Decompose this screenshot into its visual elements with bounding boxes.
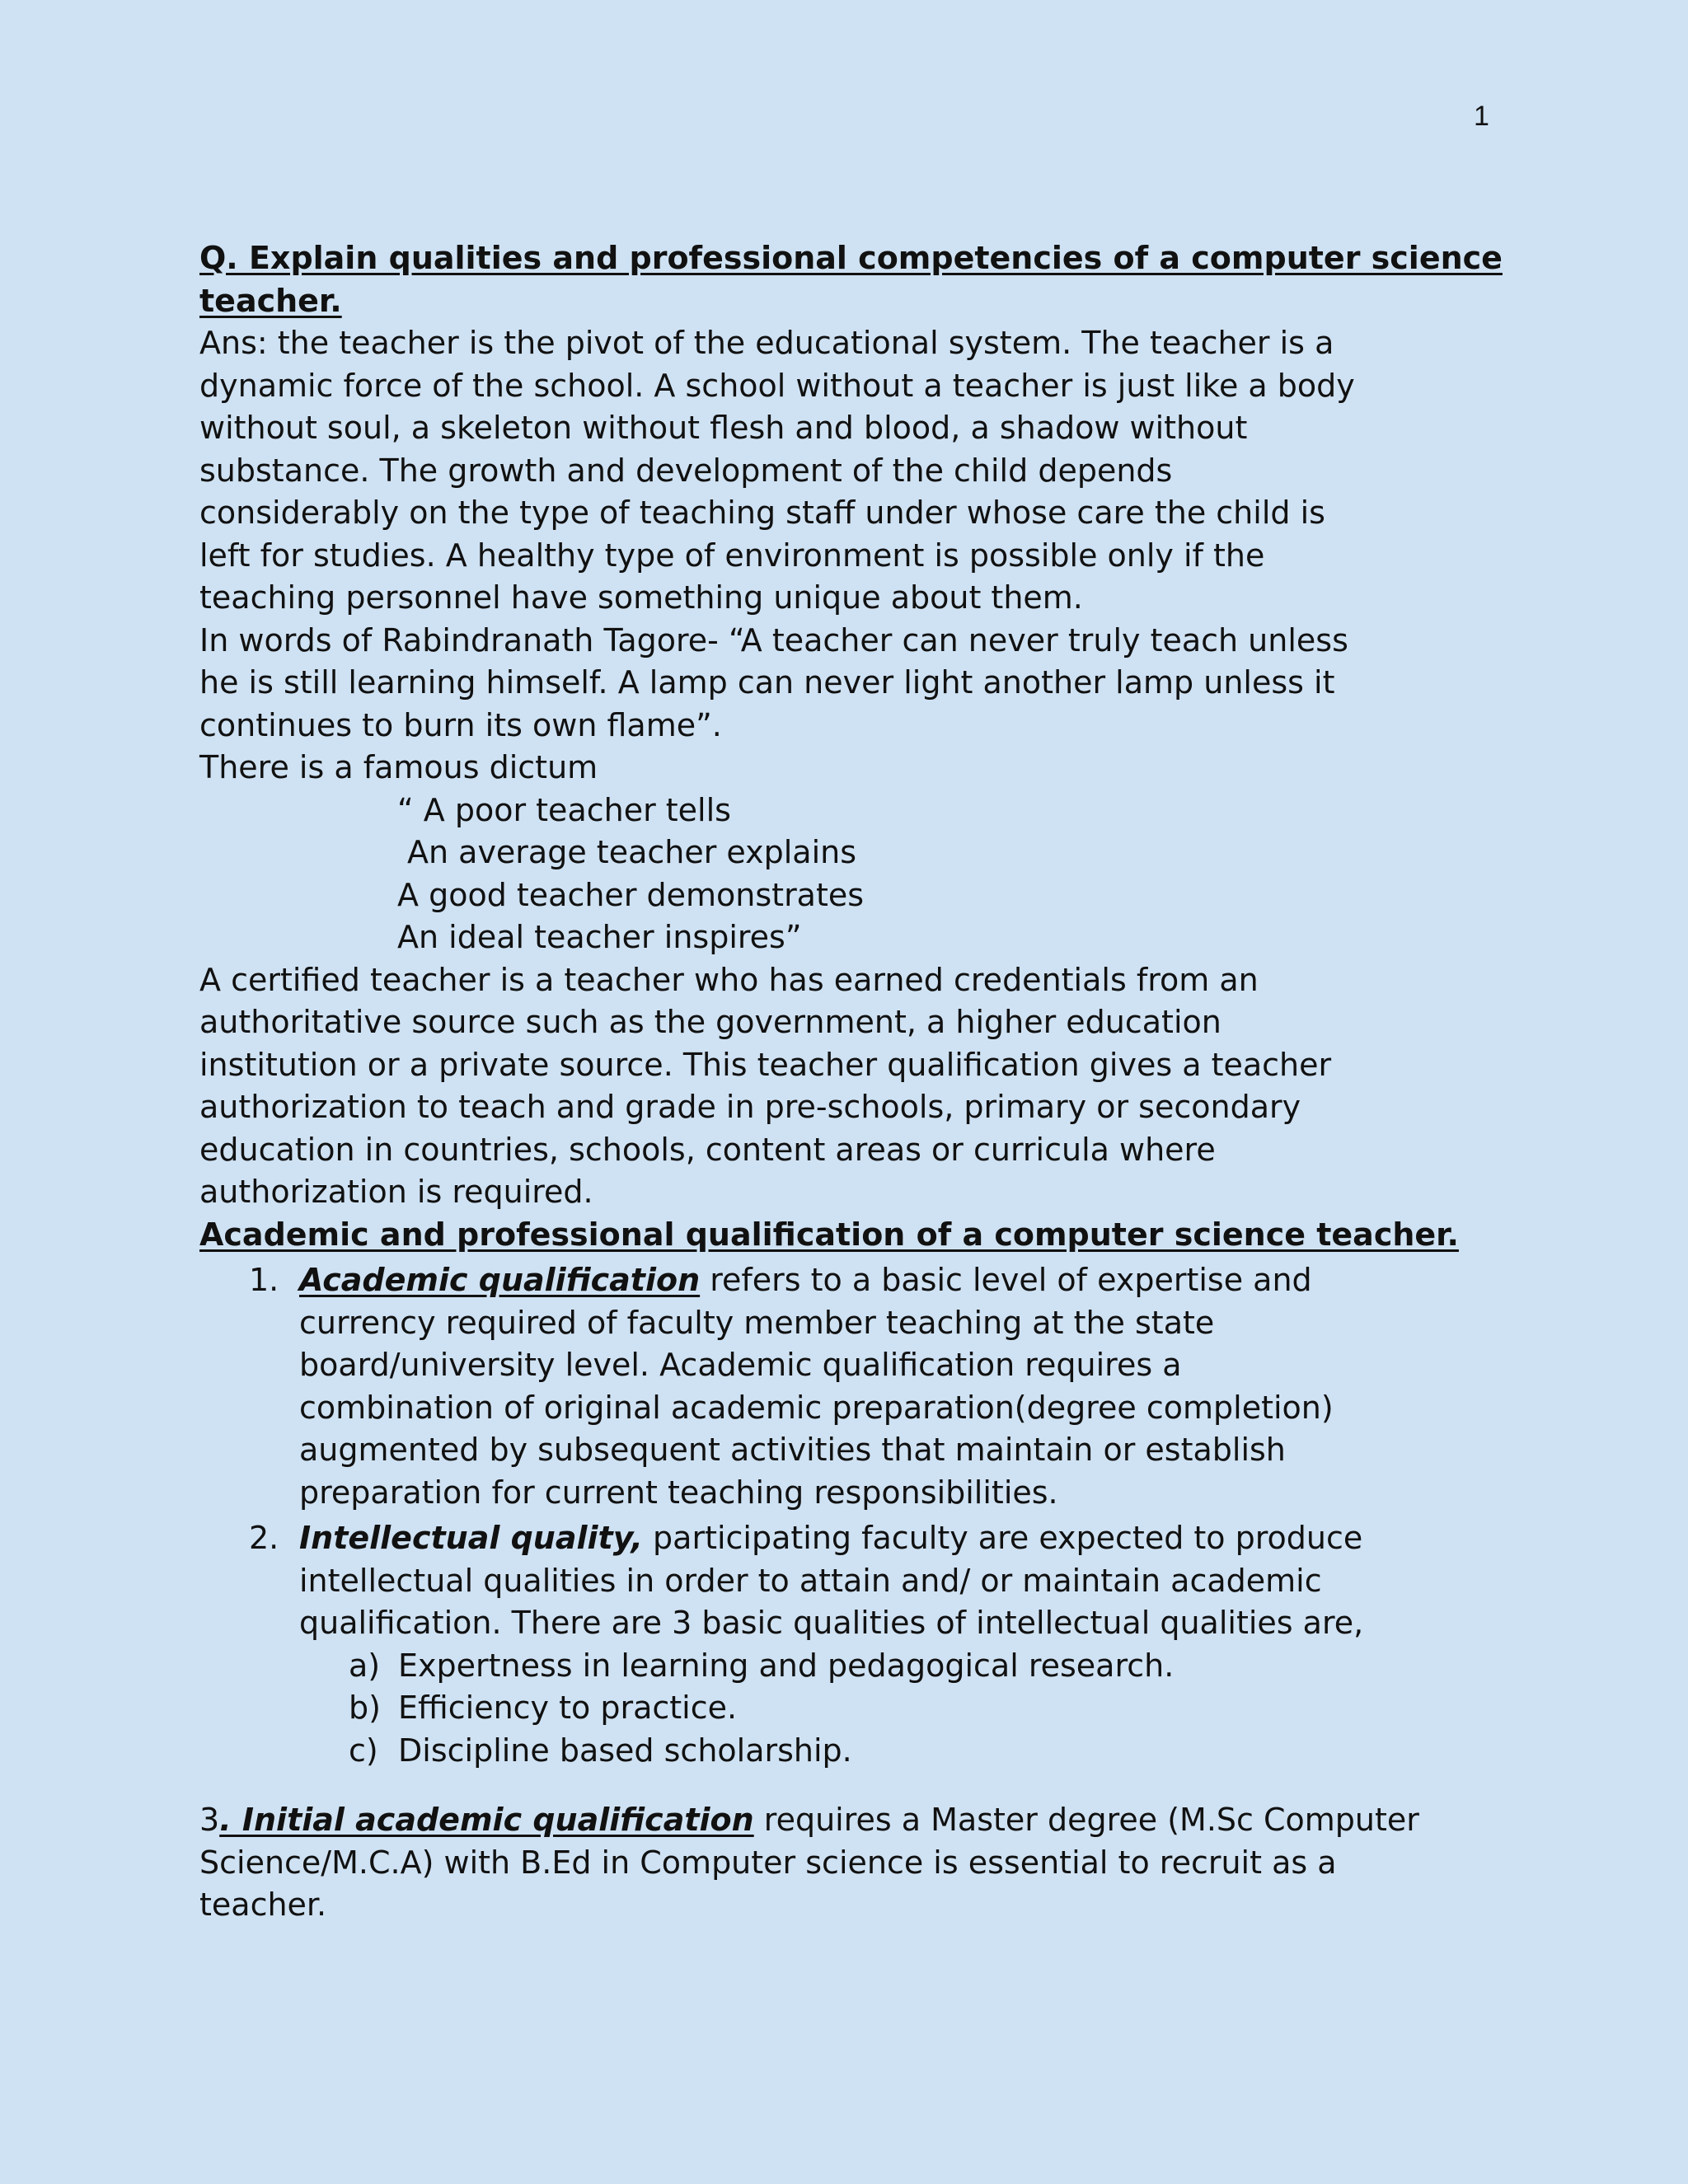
term-intellectual-quality: Intellectual quality,: [299, 1520, 643, 1556]
list-item-line: board/university level. Academic qualification requires a: [299, 1347, 1182, 1383]
document-body: [199, 237, 1503, 1927]
question-heading: [199, 237, 1503, 322]
certified-line: authoritative source such as the government, a higher education: [199, 1004, 1221, 1040]
answer-line: dynamic force of the school. A school without a teacher is just like a body: [199, 367, 1355, 404]
list-item-first-line: [299, 1259, 1485, 1302]
certified-line: authorization is required.: [199, 1174, 593, 1210]
list-item-text: participating faculty are expected to produce: [642, 1520, 1363, 1556]
sub-list-letter: b): [349, 1690, 381, 1726]
certified-line: institution or a private source. This teacher qualification gives a teacher: [199, 1046, 1332, 1083]
certified-line: education in countries, schools, content areas or curricula where: [199, 1131, 1216, 1168]
tagore-quote-line: continues to burn its own flame”.: [199, 706, 722, 743]
answer-line: considerably on the type of teaching staff under whose care the child is: [199, 494, 1325, 531]
dictum-line: “ A poor teacher tells: [397, 791, 731, 828]
dictum-quote: [199, 790, 1485, 959]
dictum-line: An ideal teacher inspires”: [397, 919, 802, 955]
list-item-line: preparation for current teaching responsibilities.: [299, 1474, 1058, 1511]
sub-list-item: [349, 1730, 1485, 1773]
sub-list-letter: a): [349, 1647, 381, 1684]
answer-line: without soul, a skeleton without flesh and blood, a shadow without: [199, 410, 1248, 446]
dictum-line: A good teacher demonstrates: [397, 876, 865, 913]
sub-list-item: [349, 1687, 1485, 1730]
answer-paragraph: [199, 322, 1485, 790]
list-number: 3: [199, 1802, 220, 1838]
list-item-intellectual-quality: [199, 1517, 1485, 1772]
list-item-first-line: [299, 1517, 1485, 1560]
term-academic-qualification: Academic qualification: [299, 1262, 701, 1298]
list-item-line: augmented by subsequent activities that maintain or establish: [299, 1432, 1286, 1468]
list-item-first-line: [199, 1799, 1485, 1842]
term-initial-academic-qualification: . Initial academic qualification: [219, 1802, 754, 1838]
sub-list-text: Discipline based scholarship.: [398, 1732, 852, 1769]
list-item-initial-academic-qualification: [199, 1799, 1485, 1927]
list-item-line: teacher.: [199, 1886, 327, 1923]
list-number: 1.: [249, 1262, 279, 1298]
tagore-quote-line: In words of Rabindranath Tagore- “A teacher can never truly teach unless: [199, 621, 1348, 658]
answer-line: teaching personnel have something unique about them.: [199, 579, 1083, 616]
sub-list-item: [349, 1645, 1485, 1688]
dictum-intro: There is a famous dictum: [199, 749, 598, 785]
certified-line: A certified teacher is a teacher who has earned credentials from an: [199, 961, 1259, 998]
dictum-line: An average teacher explains: [407, 834, 857, 870]
list-item-line: qualification. There are 3 basic qualities of intellectual qualities are,: [299, 1605, 1364, 1641]
tagore-quote-line: he is still learning himself. A lamp can never light another lamp unless it: [199, 664, 1335, 701]
sub-list: [299, 1645, 1485, 1773]
sub-list-text: Expertness in learning and pedagogical research.: [398, 1647, 1175, 1684]
list-item-line: intellectual qualities in order to attain and/ or maintain academic: [299, 1562, 1322, 1599]
list-item-line: currency required of faculty member teaching at the state: [299, 1304, 1215, 1341]
list-item-text: requires a Master degree (M.Sc Computer: [753, 1802, 1419, 1838]
answer-line: substance. The growth and development of the child depends: [199, 452, 1173, 489]
certified-line: authorization to teach and grade in pre-schools, primary or secondary: [199, 1089, 1301, 1125]
section-heading: Academic and professional qualification of a computer science teacher.: [199, 1216, 1459, 1253]
certified-teacher-paragraph: [199, 959, 1485, 1214]
question-line: teacher.: [199, 282, 342, 319]
question-line: Q. Explain qualities and professional competencies of a computer science: [199, 240, 1503, 276]
list-item-text: refers to a basic level of expertise and: [700, 1262, 1312, 1298]
page-number: 1: [1474, 101, 1489, 132]
answer-line: left for studies. A healthy type of environment is possible only if the: [199, 537, 1265, 574]
sub-list-letter: c): [349, 1732, 378, 1769]
list-item-line: Science/M.C.A) with B.Ed in Computer science is essential to recruit as a: [199, 1844, 1337, 1881]
sub-list-text: Efficiency to practice.: [398, 1690, 738, 1726]
list-item-line: combination of original academic preparation(degree completion): [299, 1389, 1334, 1426]
answer-line: Ans: the teacher is the pivot of the educational system. The teacher is a: [199, 325, 1334, 361]
list-item-academic-qualification: [199, 1259, 1485, 1514]
list-number: 2.: [249, 1520, 279, 1556]
